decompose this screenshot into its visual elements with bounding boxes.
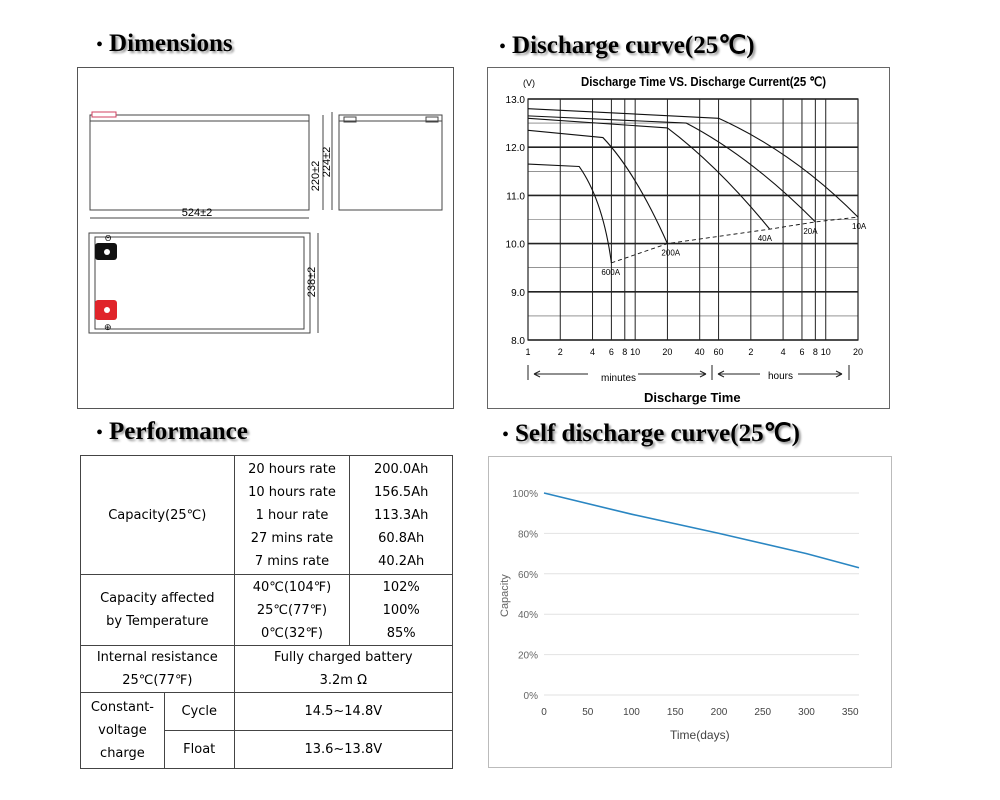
- x-tick-label: 6: [608, 347, 614, 357]
- heading-dimensions: • Dimensions: [96, 30, 233, 57]
- x-tick-label: 100: [623, 707, 640, 718]
- y-tick-label: 0%: [523, 691, 538, 702]
- x-tick-label: 200: [710, 707, 728, 718]
- x-tick-label: 4: [780, 347, 786, 357]
- y-tick-label: 20%: [517, 650, 538, 662]
- discharge-title: Discharge Time VS. Discharge Current(25 ℃): [581, 74, 826, 89]
- curve-label: 10A: [852, 222, 867, 232]
- y-tick-label: 10.0: [505, 239, 525, 251]
- x-tick-label: 20: [852, 347, 864, 357]
- y-tick-label: 80%: [517, 529, 538, 541]
- capacity-rates: 20 hours rate 10 hours rate 1 hour rate 27 mins rate 7 mins rate: [234, 456, 350, 575]
- x-tick-label: 150: [666, 707, 684, 718]
- temperature-values: 102% 100% 85%: [350, 575, 453, 646]
- x-tick-label: 350: [841, 707, 859, 718]
- y-tick-label: 40%: [517, 610, 538, 622]
- x-tick-label: 300: [798, 707, 815, 718]
- y-tick-label: 11.0: [506, 191, 525, 203]
- table-row: [81, 646, 453, 693]
- curve-label: 20A: [803, 226, 818, 236]
- dim-length: 524±2: [181, 207, 213, 219]
- x-tick-label: 1: [525, 347, 531, 357]
- curve-label: 600A: [601, 267, 621, 277]
- front-view-outline: [90, 115, 309, 210]
- heading-performance: • Performance: [96, 418, 248, 445]
- dim-height-total: 224±2: [321, 146, 333, 178]
- y-tick-label: 8.0: [511, 336, 525, 347]
- x-tick-label: 50: [582, 707, 594, 718]
- capacity-label: Capacity(25℃): [81, 456, 235, 575]
- discharge-curve-600A: [528, 164, 611, 263]
- self-discharge-xlabel: Time(days): [670, 728, 730, 742]
- dim-width: 238±2: [306, 266, 318, 298]
- cycle-label: Cycle: [164, 693, 234, 731]
- dimensions-drawing: [77, 67, 454, 409]
- performance-table: [80, 455, 453, 769]
- end-voltage-line: [611, 217, 858, 263]
- table-row: [81, 693, 453, 731]
- heading-self-discharge: • Self discharge curve(25℃): [502, 420, 800, 447]
- y-tick-label: 12.0: [505, 143, 525, 155]
- x-tick-label: 0: [541, 707, 547, 718]
- internal-resistance-value: Fully charged battery 3.2m Ω: [234, 646, 452, 693]
- table-row: [81, 456, 453, 575]
- self-discharge-chart: [488, 456, 892, 768]
- discharge-unit: (V): [523, 78, 535, 88]
- discharge-curve-chart: [487, 67, 890, 409]
- self-discharge-ylabel: Capacity: [499, 574, 511, 617]
- x-tick-label: 6: [799, 347, 805, 357]
- y-tick-label: 100%: [512, 489, 538, 500]
- capacity-values: 200.0Ah 156.5Ah 113.3Ah 60.8Ah 40.2Ah: [350, 456, 453, 575]
- hours-label: hours: [768, 371, 794, 382]
- x-tick-label: 10: [630, 347, 641, 357]
- top-view-outline: [89, 233, 310, 333]
- temperature-label: Capacity affected by Temperature: [81, 575, 235, 646]
- x-tick-label: 20: [662, 347, 673, 357]
- curve-label: 200A: [661, 248, 681, 258]
- x-tick-label: 60: [713, 347, 724, 357]
- y-tick-label: 60%: [517, 569, 538, 581]
- x-tick-label: 250: [754, 707, 772, 718]
- curve-label: 40A: [757, 234, 772, 244]
- x-tick-label: 4: [590, 347, 596, 357]
- x-tick-label: 8: [622, 347, 628, 357]
- negative-symbol: Θ: [105, 234, 112, 243]
- minutes-label: minutes: [601, 373, 637, 384]
- heading-discharge-curve: • Discharge curve(25℃): [499, 32, 755, 59]
- float-value: 13.6~13.8V: [234, 731, 452, 769]
- x-tick-label: 2: [557, 347, 563, 357]
- discharge-curve-40A: [528, 118, 770, 229]
- discharge-curve-10A: [528, 109, 858, 217]
- side-view-outline: [339, 115, 442, 210]
- capacity-line: [544, 493, 859, 568]
- x-tick-label: 2: [748, 347, 754, 357]
- x-tick-label: 40: [694, 347, 705, 357]
- temperature-list: 40℃(104℉) 25℃(77℉) 0℃(32℉): [234, 575, 350, 646]
- float-label: Float: [164, 731, 234, 769]
- constant-voltage-label: Constant- voltage charge: [81, 693, 165, 769]
- y-tick-label: 9.0: [511, 287, 525, 299]
- positive-symbol: ⊕: [104, 322, 112, 332]
- dim-height-case: 220±2: [310, 160, 322, 192]
- x-tick-label: 8: [812, 347, 818, 357]
- x-tick-label: 10: [820, 347, 831, 357]
- terminal-marker: [92, 112, 116, 117]
- discharge-xlabel: Discharge Time: [644, 390, 741, 405]
- table-row: [81, 575, 453, 646]
- y-tick-label: 13.0: [505, 95, 525, 106]
- internal-resistance-label: Internal resistance 25℃(77℉): [81, 646, 235, 693]
- cycle-value: 14.5~14.8V: [234, 693, 452, 731]
